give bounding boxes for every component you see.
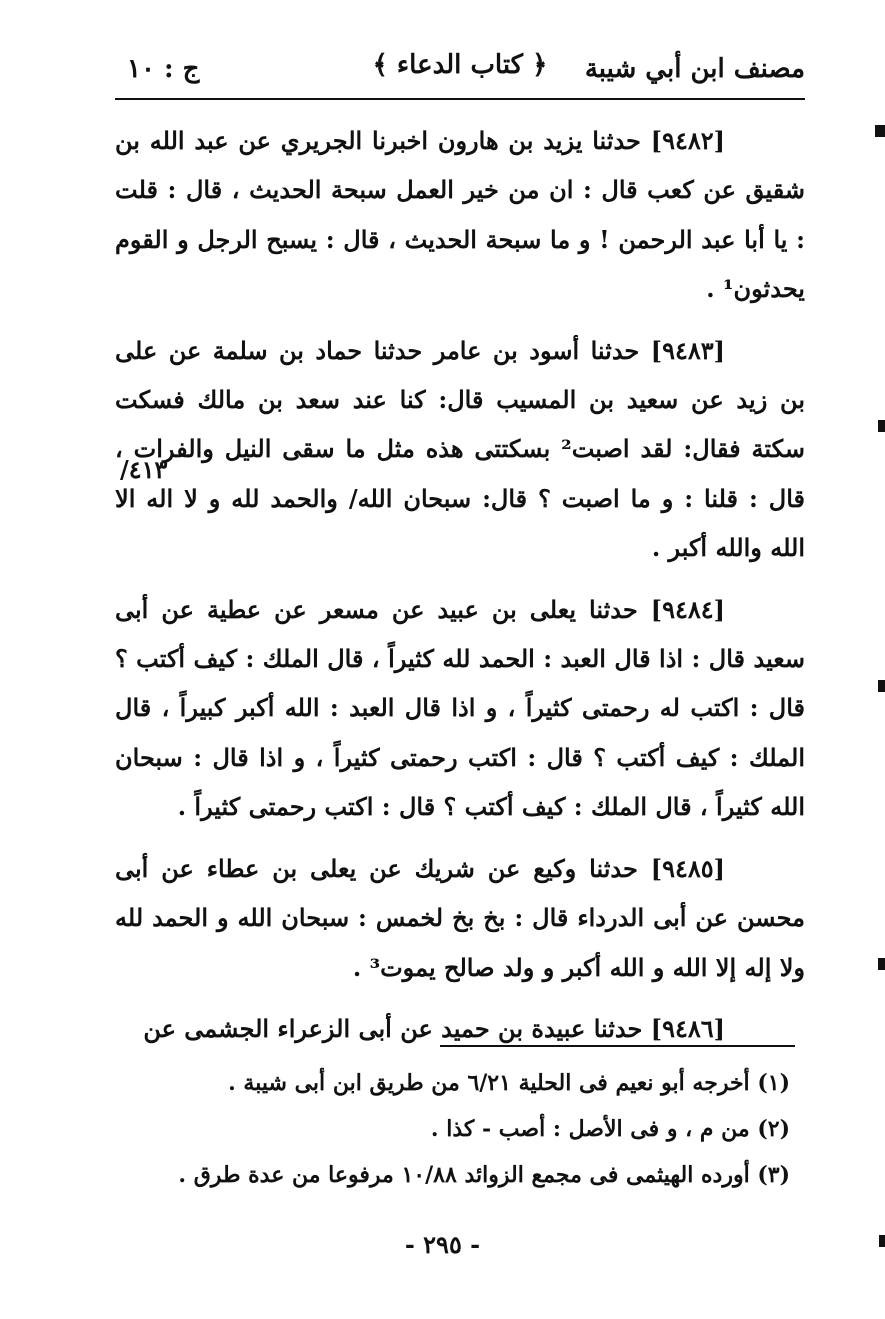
scan-edge-mark — [875, 125, 885, 137]
hadith-number: [٩٤٨٤] — [650, 594, 725, 624]
hadith-text: حدثنا أسود بن عامر حدثنا حماد بن سلمة عن على بن زيد عن سعيد بن المسيب قال: كنا عند سعد بن مالك فسكت سكتة فقال: لقد اصبت² بسكتتى هذه مثل ما سقى النيل والفرات ، قال : قلنا : و ما اصبت ؟ قال: سبحان الله/ والحمد لله و لا اله الا الله والله أكبر . — [115, 335, 805, 563]
hadith-paragraph — [115, 844, 805, 992]
footnotes — [178, 1060, 790, 1198]
header-rule — [115, 98, 805, 100]
scan-edge-mark — [878, 958, 885, 970]
main-text — [115, 116, 805, 1065]
hadith-text: حدثنا عبيدة بن حميد عن أبى الزعراء الجشمى عن — [143, 1013, 651, 1043]
hadith-number: [٩٤٨٢] — [650, 126, 725, 155]
book-title: مصنف ابن أبي شيبة — [584, 54, 805, 84]
hadith-number: [٩٤٨٦] — [650, 1013, 725, 1043]
hadith-paragraph — [115, 585, 805, 832]
footnote-rule — [440, 1045, 795, 1047]
volume-number: ج : ١٠ — [127, 54, 200, 84]
page-number: - ٢٩٥ - — [404, 1230, 481, 1259]
scan-edge-mark — [879, 1235, 885, 1247]
footnote: (٢) من م ، و فى الأصل : أصب - كذا . — [430, 1116, 790, 1142]
hadith-text: حدثنا يعلى بن عبيد عن مسعر عن عطية عن أبى سعيد قال : اذا قال العبد : الحمد لله كثيراً ، قال الملك : كيف أكتب ؟ قال : اكتب له رحمتى كثيراً ، و اذا قال العبد : الله أكبر كبيراً ، قال الملك : كيف أكتب ؟ قال : اكتب رحمتى كثيراً ، و اذا قال : سبحان الله كثيراً ، قال الملك : كيف أكتب ؟ قال : اكتب رحمتى كثيراً . — [115, 594, 805, 822]
scan-edge-mark — [878, 680, 885, 692]
scan-edge-mark — [878, 420, 885, 432]
running-header — [115, 48, 805, 96]
footnote: (١) أخرجه أبو نعيم فى الحلية ٦/٢١ من طريق ابن أبى شيبة . — [228, 1070, 790, 1096]
hadith-text: حدثنا يزيد بن هارون اخبرنا الجريري عن عبد الله بن شقيق عن كعب قال : ان من خير العمل سبحة الحديث ، قال : قلت : يا أبا عبد الرحمن ! و ما سبحة الحديث ، قال : يسبح الرجل و القوم يحدثون¹ . — [115, 126, 805, 304]
hadith-number: [٩٤٨٥] — [650, 853, 725, 883]
hadith-paragraph — [115, 116, 805, 314]
hadith-text: حدثنا وكيع عن شريك عن يعلى بن عطاء عن أبى محسن عن أبى الدرداء قال : بخ بخ لخمس : سبحان الله و الحمد لله ولا إله إلا الله و الله أكبر و ولد صالح يموت³ . — [115, 853, 805, 982]
chapter-title: ﴿ كتاب الدعاء ﴾ — [372, 50, 548, 80]
margin-page-ref: ٤١٣/ — [120, 455, 168, 484]
hadith-paragraph — [115, 326, 805, 573]
footnote: (٣) أورده الهيثمى فى مجمع الزوائد ١٠/٨٨ مرفوعا من عدة طرق . — [178, 1162, 790, 1188]
hadith-number: [٩٤٨٣] — [650, 335, 725, 365]
